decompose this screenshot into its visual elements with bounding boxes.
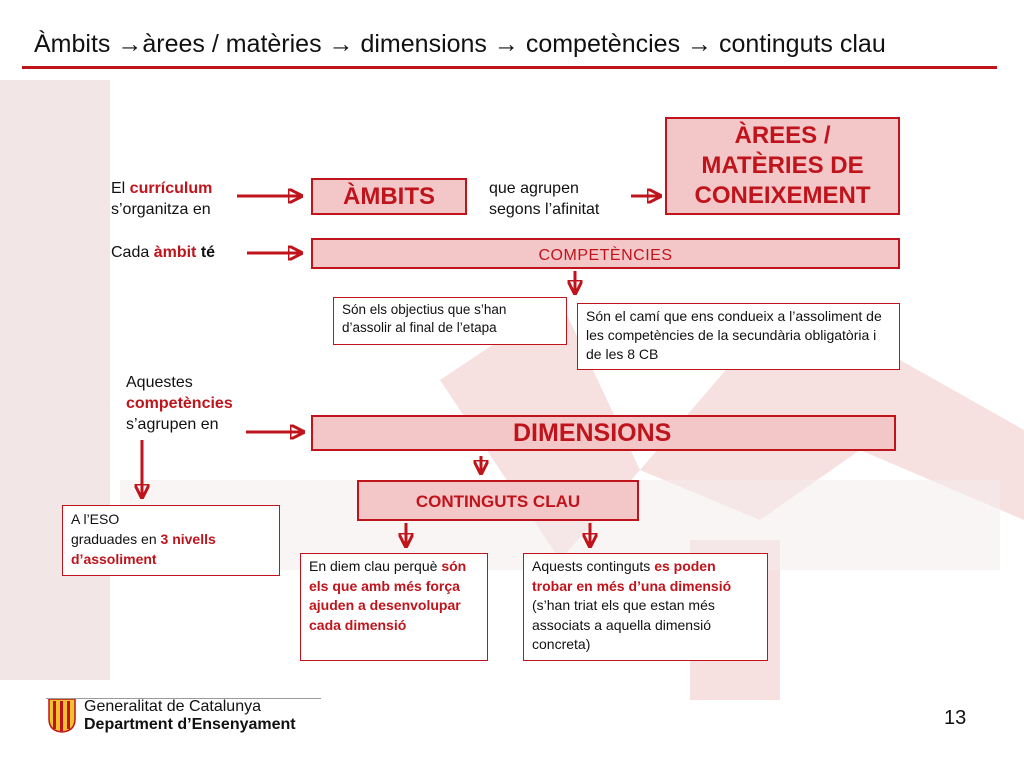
slide-title: Àmbits →àrees / matèries → dimensions → competències → continguts clau: [34, 30, 886, 58]
eso-text-2b: 3 nivells: [160, 531, 216, 547]
dimensions-label: DIMENSIONS: [513, 418, 672, 447]
cada-text-a: Cada: [111, 244, 154, 261]
page-number: 13: [944, 707, 967, 729]
curriculum-text-c: s’organitza en: [111, 201, 211, 218]
competencies-label: COMPETÈNCIES: [538, 247, 673, 264]
eso-text-1: A l’ESO: [71, 511, 120, 527]
aquestes-text-c: s’agrupen en: [126, 416, 219, 433]
cami-text: Són el camí que ens condueix a l’assoliment de les competències de la secundària obligatòria i de les 8 CB: [586, 308, 882, 362]
que-agrupen-line2: segons l’afinitat: [489, 201, 600, 218]
trobar-text-a: Aquests continguts: [532, 558, 655, 574]
ambits-label: ÀMBITS: [343, 182, 435, 210]
aquestes-text-b: competències: [126, 395, 233, 412]
cada-text-c: té: [196, 244, 216, 261]
objectius-text: Són els objectius que s’han d’assolir al final de l’etapa: [342, 302, 507, 335]
eso-text-2a: graduades en: [71, 531, 161, 547]
trobar-text-b: es poden trobar en més d’una dimensió: [532, 558, 732, 594]
trobar-text-c: (s’han triat els que estan més associats a aquella dimensió concreta): [532, 597, 715, 652]
clau-text-b: són els que amb més força ajuden a desenvolupar cada dimensió: [309, 558, 467, 633]
clau-text-a: En diem clau perquè: [309, 558, 442, 574]
continguts-clau-label: CONTINGUTS CLAU: [415, 492, 581, 511]
curriculum-text-b: currículum: [129, 180, 213, 197]
que-agrupen-line1: que agrupen: [489, 180, 579, 197]
curriculum-text-a: El: [111, 180, 130, 197]
footer-org: Generalitat de Catalunya: [84, 698, 261, 715]
footer-dept: Department d’Ensenyament: [84, 716, 296, 733]
arees-label-2: MATÈRIES DE: [701, 152, 864, 179]
arees-label-3: CONEIXEMENT: [694, 182, 871, 209]
eso-text-3: d’assoliment: [71, 551, 157, 567]
cada-text-b: àmbit: [153, 244, 197, 261]
generalitat-logo-icon: [47, 697, 77, 733]
arees-label-1: ÀREES /: [734, 122, 831, 149]
aquestes-text-a: Aquestes: [126, 374, 193, 391]
